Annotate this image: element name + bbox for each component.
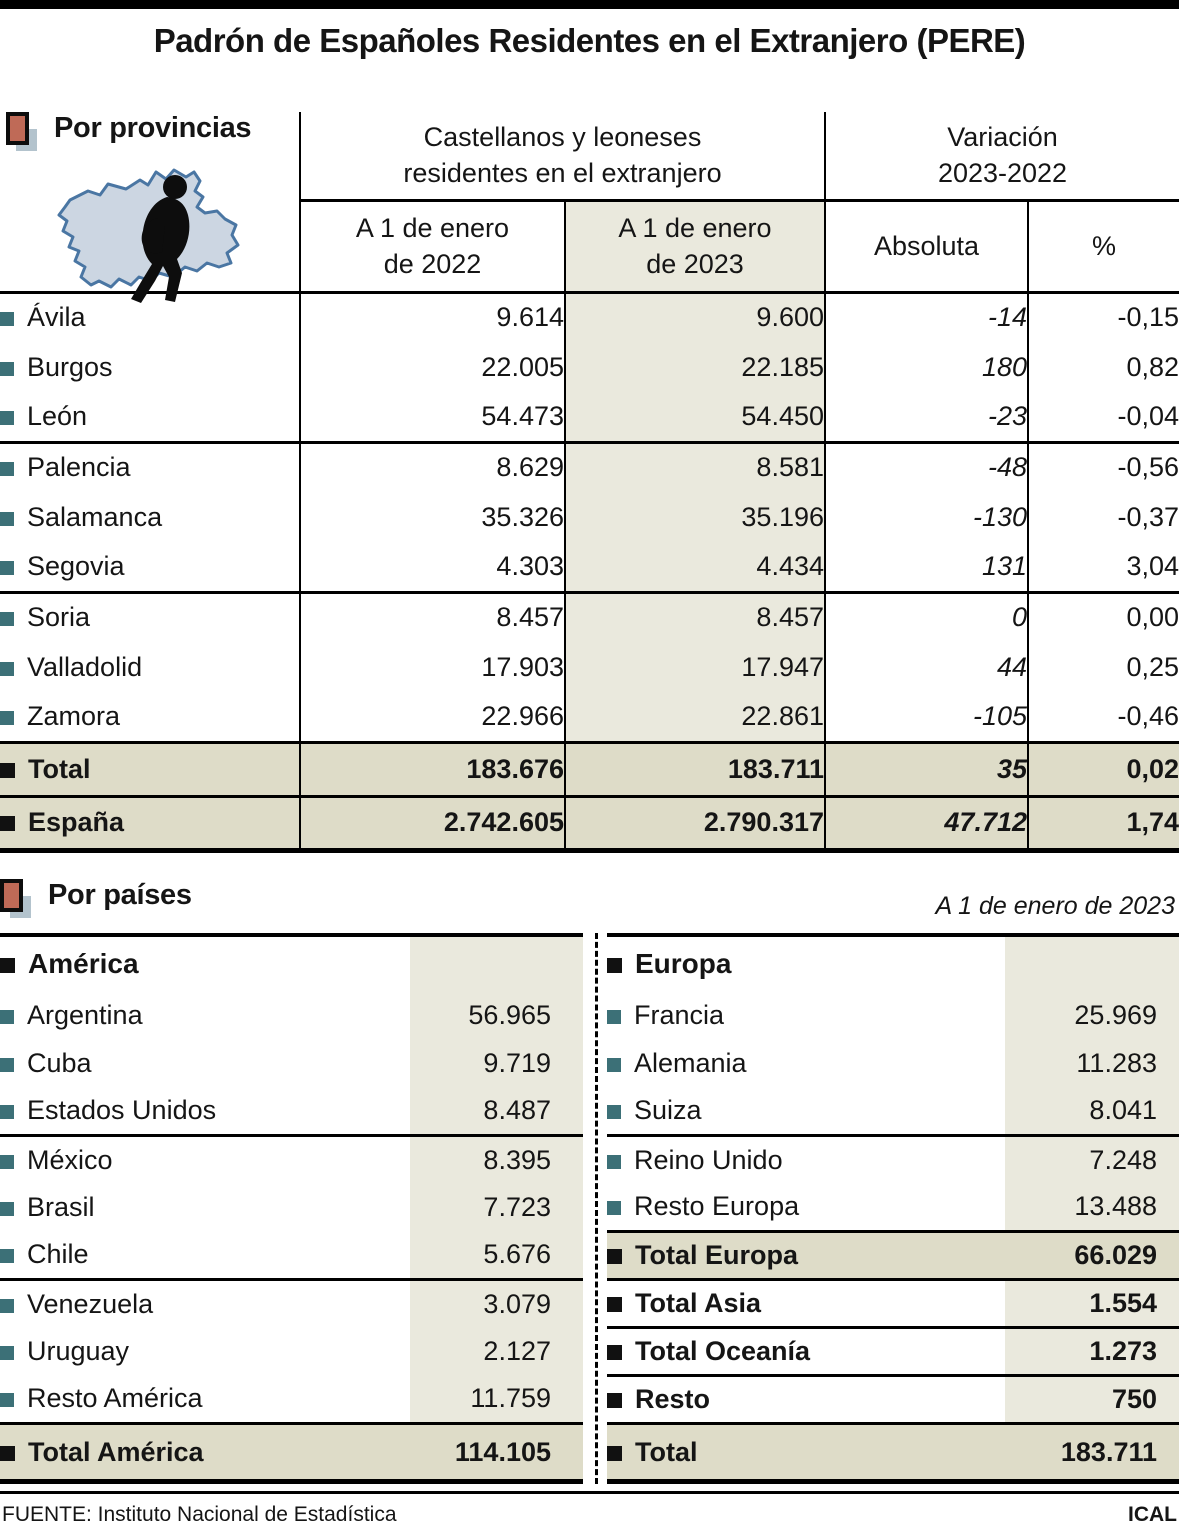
- section-label-countries: [0, 879, 192, 921]
- total-value: 66.029: [1005, 1232, 1179, 1280]
- variation-absolute: 0: [825, 592, 1028, 642]
- table-row: [0, 642, 1179, 692]
- square-bullet-icon: [607, 1393, 622, 1408]
- source-credit: FUENTE: Instituto Nacional de Estadística: [2, 1503, 397, 1526]
- square-bullet-icon: [607, 1010, 621, 1024]
- country-name: Estados Unidos: [27, 1095, 217, 1126]
- europe-table: [607, 933, 1179, 1485]
- province-name-cell: [0, 692, 300, 742]
- value-2022: 8.629: [300, 442, 565, 492]
- total-row: [0, 742, 1179, 796]
- page-title: Padrón de Españoles Residentes en el Extranjero (PERE): [153, 22, 1026, 59]
- section-label-provinces: [6, 112, 251, 154]
- top-black-bar: [0, 0, 1179, 9]
- column-header-percent: %: [1028, 200, 1179, 292]
- square-bullet-icon: [607, 1201, 621, 1215]
- column-header-absolute: Absoluta: [825, 200, 1028, 292]
- country-name: Alemania: [634, 1048, 747, 1078]
- value-2022: 183.676: [300, 742, 565, 796]
- value-2023: 8.457: [565, 592, 825, 642]
- variation-absolute: -48: [825, 442, 1028, 492]
- total-label: Total Oceanía: [635, 1336, 811, 1366]
- country-value: 56.965: [410, 992, 583, 1040]
- province-name-cell: [0, 592, 300, 642]
- country-row: [607, 1088, 1179, 1136]
- country-row: [0, 1184, 583, 1232]
- country-name: Venezuela: [27, 1288, 154, 1319]
- total-value: 750: [1005, 1376, 1179, 1424]
- country-value: 8.487: [410, 1088, 583, 1136]
- province-name: Salamanca: [27, 501, 163, 532]
- variation-percent: -0,15: [1028, 292, 1179, 342]
- square-bullet-icon: [607, 1249, 622, 1264]
- castilla-y-leon-map-icon: [46, 158, 266, 308]
- square-bullet-icon: [0, 1446, 15, 1461]
- table-row: [0, 692, 1179, 742]
- country-row: [0, 1088, 583, 1136]
- group-header-variation: Variación 2023-2022: [825, 112, 1179, 200]
- country-name: Uruguay: [27, 1336, 130, 1366]
- spain-label: España: [28, 807, 125, 837]
- total-label-cell: [607, 1328, 1005, 1376]
- country-row: [0, 1136, 583, 1184]
- value-2022: 22.966: [300, 692, 565, 742]
- value-2023: 35.196: [565, 492, 825, 542]
- country-value: 8.041: [1005, 1088, 1179, 1136]
- value-2022: 9.614: [300, 292, 565, 342]
- variation-percent: 0,82: [1028, 342, 1179, 392]
- country-value: 11.283: [1005, 1040, 1179, 1088]
- variation-absolute: -130: [825, 492, 1028, 542]
- spain-row: [0, 796, 1179, 850]
- country-name-cell: [0, 1136, 410, 1184]
- country-row: [607, 1184, 1179, 1232]
- country-name: Chile: [27, 1239, 89, 1270]
- country-name-cell: [0, 1280, 410, 1328]
- table-row: [0, 592, 1179, 642]
- total-europe-row: [607, 1232, 1179, 1280]
- table-row: [0, 492, 1179, 542]
- square-bullet-icon: [607, 1297, 622, 1312]
- country-name-cell: [607, 1088, 1005, 1136]
- section-marker-icon: [0, 879, 34, 921]
- country-value: 9.719: [410, 1040, 583, 1088]
- province-name: Burgos: [27, 351, 113, 382]
- total-label: Total América: [28, 1436, 204, 1467]
- continent-name: Europa: [635, 948, 732, 979]
- country-row: [607, 1040, 1179, 1088]
- total-value: 1.273: [1005, 1328, 1179, 1376]
- variation-percent: 3,04: [1028, 542, 1179, 592]
- country-name: Cuba: [27, 1048, 92, 1078]
- variation-percent: -0,46: [1028, 692, 1179, 742]
- total-label-cell: [607, 1424, 1005, 1482]
- country-name-cell: [607, 1040, 1005, 1088]
- agency-credit: ICAL: [1128, 1503, 1177, 1526]
- square-bullet-icon: [0, 1202, 14, 1216]
- continent-header-cell: [0, 935, 410, 992]
- value-2023: 183.711: [565, 742, 825, 796]
- countries-tables: [0, 933, 1179, 1485]
- column-header-2022: A 1 de enero de 2022: [300, 200, 565, 292]
- value-2022: 4.303: [300, 542, 565, 592]
- province-name-cell: [0, 642, 300, 692]
- value-2023: 8.581: [565, 442, 825, 492]
- value-2022: 8.457: [300, 592, 565, 642]
- country-row: [0, 1280, 583, 1328]
- country-name-cell: [0, 1088, 410, 1136]
- variation-percent: 0,02: [1028, 742, 1179, 796]
- table-row: [0, 392, 1179, 442]
- square-bullet-icon: [0, 312, 14, 326]
- variation-percent: -0,37: [1028, 492, 1179, 542]
- country-value: 8.395: [410, 1136, 583, 1184]
- square-bullet-icon: [0, 462, 14, 476]
- square-bullet-icon: [0, 512, 14, 526]
- total-label-cell: [607, 1232, 1005, 1280]
- province-name: Valladolid: [27, 651, 143, 682]
- country-value: 25.969: [1005, 992, 1179, 1040]
- square-bullet-icon: [607, 1058, 621, 1072]
- province-name: León: [27, 400, 88, 431]
- country-value: 3.079: [410, 1280, 583, 1328]
- variation-percent: -0,56: [1028, 442, 1179, 492]
- countries-section-header: [0, 879, 1179, 921]
- country-row: [0, 992, 583, 1040]
- total-value: 183.711: [1005, 1424, 1179, 1482]
- square-bullet-icon: [0, 816, 15, 831]
- square-bullet-icon: [0, 662, 14, 676]
- square-bullet-icon: [0, 1010, 14, 1024]
- table-row: [0, 542, 1179, 592]
- date-note: A 1 de enero de 2023: [935, 891, 1175, 920]
- country-name: Resto Europa: [634, 1191, 800, 1222]
- country-name-cell: [0, 1040, 410, 1088]
- value-2023: 2.790.317: [565, 796, 825, 850]
- total-label: Total Asia: [635, 1288, 762, 1318]
- country-value: 7.248: [1005, 1136, 1179, 1184]
- variation-absolute: 180: [825, 342, 1028, 392]
- continent-name: América: [28, 948, 139, 979]
- total-value: 114.105: [410, 1424, 583, 1482]
- square-bullet-icon: [0, 1105, 14, 1119]
- section-label-text: Por provincias: [54, 112, 252, 144]
- provinces-section: [0, 112, 1179, 853]
- total-label-cell: [0, 1424, 410, 1482]
- total-oceania-row: [607, 1328, 1179, 1376]
- province-name: Soria: [27, 602, 91, 633]
- variation-absolute: 47.712: [825, 796, 1028, 850]
- variation-percent: 0,00: [1028, 592, 1179, 642]
- column-header-2023: A 1 de enero de 2023: [565, 200, 825, 292]
- square-bullet-icon: [607, 1345, 622, 1360]
- country-row: [0, 1376, 583, 1424]
- country-value: 5.676: [410, 1232, 583, 1280]
- america-table: [0, 933, 583, 1485]
- total-row: [0, 1424, 583, 1482]
- country-name-cell: [0, 1184, 410, 1232]
- country-name: Resto América: [27, 1383, 203, 1414]
- total-label: Resto: [635, 1384, 711, 1414]
- empty-value-cell: [410, 935, 583, 992]
- table-row: [0, 342, 1179, 392]
- country-row: [607, 992, 1179, 1040]
- variation-absolute: -105: [825, 692, 1028, 742]
- total-label-cell: [607, 1280, 1005, 1328]
- continent-header-row: [0, 935, 583, 992]
- section-label-text: Por países: [48, 878, 192, 911]
- empty-value-cell: [1005, 935, 1179, 992]
- square-bullet-icon: [0, 1249, 14, 1263]
- country-row: [0, 1040, 583, 1088]
- value-2022: 17.903: [300, 642, 565, 692]
- value-2022: 2.742.605: [300, 796, 565, 850]
- country-name-cell: [607, 1136, 1005, 1184]
- country-value: 11.759: [410, 1376, 583, 1424]
- country-row: [0, 1232, 583, 1280]
- province-name: Zamora: [27, 700, 121, 731]
- country-name-cell: [0, 1328, 410, 1376]
- country-name: Reino Unido: [634, 1144, 783, 1175]
- variation-percent: -0,04: [1028, 392, 1179, 442]
- variation-percent: 0,25: [1028, 642, 1179, 692]
- square-bullet-icon: [607, 1105, 621, 1119]
- country-name-cell: [0, 1376, 410, 1424]
- variation-percent: 1,74: [1028, 796, 1179, 850]
- square-bullet-icon: [0, 958, 15, 973]
- value-2023: 9.600: [565, 292, 825, 342]
- country-name-cell: [607, 992, 1005, 1040]
- province-name: Ávila: [27, 302, 86, 333]
- variation-absolute: 44: [825, 642, 1028, 692]
- value-2023: 54.450: [565, 392, 825, 442]
- rest-row: [607, 1376, 1179, 1424]
- value-2022: 35.326: [300, 492, 565, 542]
- country-row: [607, 1136, 1179, 1184]
- variation-absolute: -23: [825, 392, 1028, 442]
- province-name-cell: [0, 542, 300, 592]
- square-bullet-icon: [0, 1155, 14, 1169]
- table-row: [0, 442, 1179, 492]
- total-label: Total: [635, 1436, 698, 1467]
- country-name-cell: [0, 1232, 410, 1280]
- square-bullet-icon: [0, 612, 14, 626]
- country-name: Francia: [634, 1000, 725, 1030]
- footer: [0, 1503, 1179, 1527]
- variation-absolute: 35: [825, 742, 1028, 796]
- total-asia-row: [607, 1280, 1179, 1328]
- country-value: 7.723: [410, 1184, 583, 1232]
- continent-header-cell: [607, 935, 1005, 992]
- province-name: Segovia: [27, 550, 125, 581]
- square-bullet-icon: [607, 1155, 621, 1169]
- country-value: 2.127: [410, 1328, 583, 1376]
- value-2022: 54.473: [300, 392, 565, 442]
- total-label: Total: [28, 753, 91, 784]
- country-name-cell: [0, 992, 410, 1040]
- country-name: Brasil: [27, 1192, 95, 1222]
- variation-absolute: -14: [825, 292, 1028, 342]
- value-2023: 22.185: [565, 342, 825, 392]
- dashed-divider: [595, 933, 598, 1485]
- country-value: 13.488: [1005, 1184, 1179, 1232]
- square-bullet-icon: [0, 362, 14, 376]
- province-name: Palencia: [27, 452, 131, 483]
- total-row: [607, 1424, 1179, 1482]
- square-bullet-icon: [0, 411, 14, 425]
- country-name: México: [27, 1144, 113, 1175]
- total-value: 1.554: [1005, 1280, 1179, 1328]
- square-bullet-icon: [0, 1346, 14, 1360]
- country-name-cell: [607, 1184, 1005, 1232]
- country-row: [0, 1328, 583, 1376]
- total-label-cell: [607, 1376, 1005, 1424]
- square-bullet-icon: [607, 1446, 622, 1461]
- square-bullet-icon: [607, 958, 622, 973]
- variation-absolute: 131: [825, 542, 1028, 592]
- spain-label-cell: [0, 796, 300, 850]
- continent-header-row: [607, 935, 1179, 992]
- value-2022: 22.005: [300, 342, 565, 392]
- value-2023: 17.947: [565, 642, 825, 692]
- square-bullet-icon: [0, 1393, 14, 1407]
- group-header-residents: Castellanos y leoneses residentes en el extranjero: [300, 112, 825, 200]
- value-2023: 22.861: [565, 692, 825, 742]
- province-name-cell: [0, 342, 300, 392]
- square-bullet-icon: [0, 763, 15, 778]
- province-name-cell: [0, 392, 300, 442]
- square-bullet-icon: [0, 1058, 14, 1072]
- total-label: Total Europa: [635, 1240, 799, 1270]
- square-bullet-icon: [0, 561, 14, 575]
- country-name: Argentina: [27, 1000, 143, 1030]
- square-bullet-icon: [0, 711, 14, 725]
- total-label-cell: [0, 742, 300, 796]
- value-2023: 4.434: [565, 542, 825, 592]
- footer-rule: [0, 1491, 1179, 1494]
- section-marker-icon: [6, 112, 40, 154]
- province-name-cell: [0, 442, 300, 492]
- country-name: Suiza: [634, 1095, 702, 1126]
- square-bullet-icon: [0, 1299, 14, 1313]
- province-name-cell: [0, 492, 300, 542]
